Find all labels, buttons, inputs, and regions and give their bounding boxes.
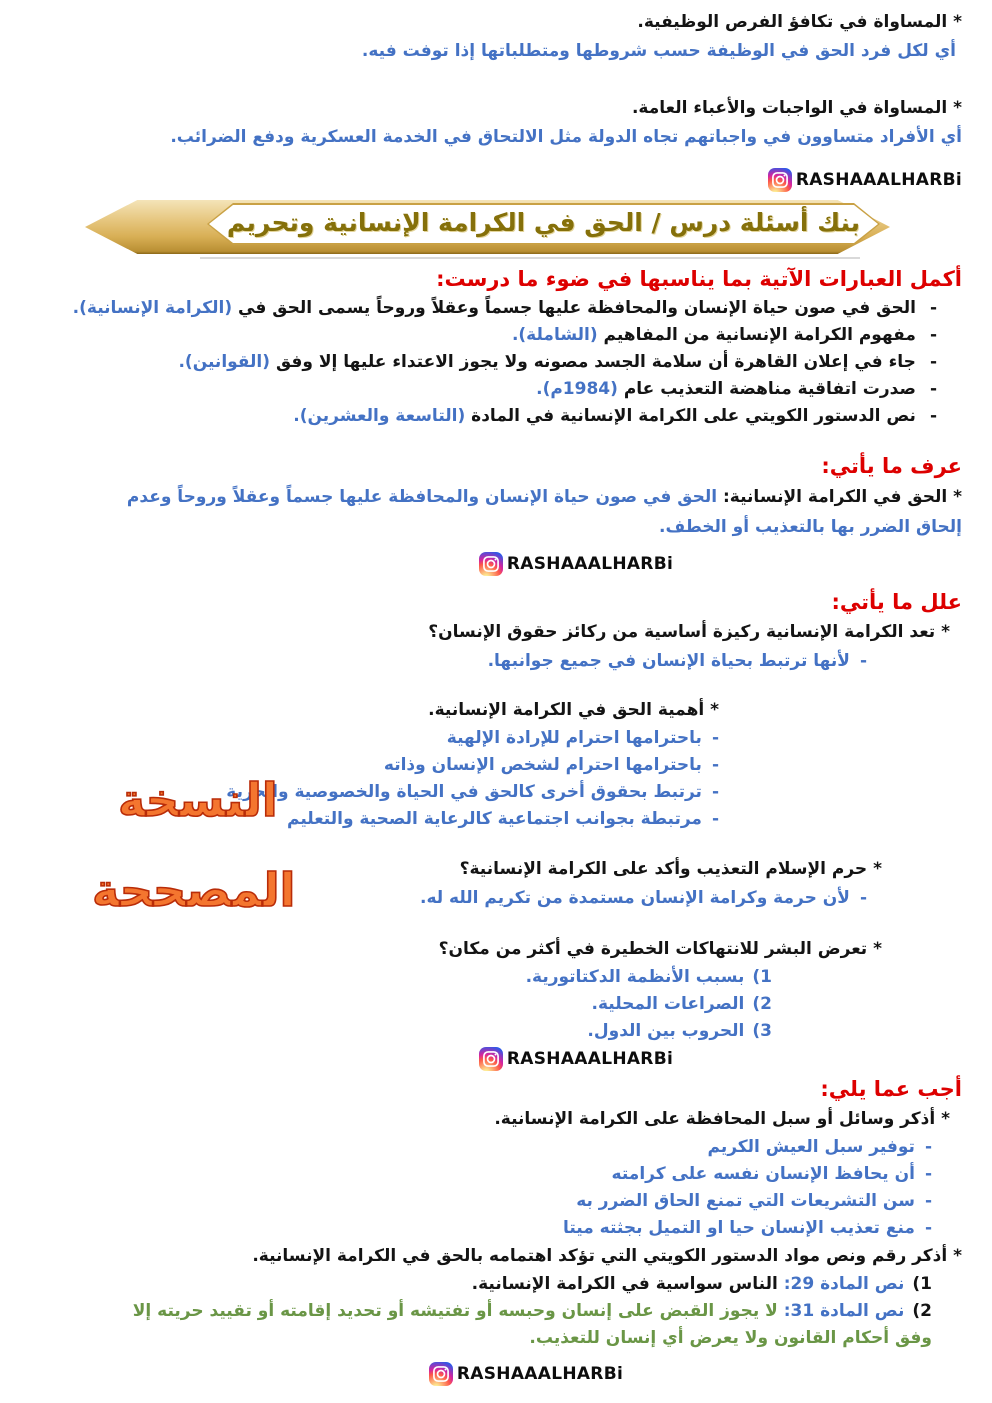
dash: -	[859, 888, 867, 908]
section-heading-define: عرف ما يأتي:	[821, 454, 962, 478]
dash: -	[711, 809, 719, 829]
lesson-banner	[85, 200, 890, 254]
complete-item-answer: (القوانين).	[178, 352, 271, 372]
item-number: 2)	[912, 1301, 932, 1321]
explain-q1: * تعد الكرامة الإنسانية ركيزة أساسية من ركائز حقوق الإنسان؟	[428, 622, 950, 642]
explain-a1	[30, 647, 962, 676]
answer-q1: * أذكر وسائل أو سبل المحافظة على الكرامة الإنسانية.	[494, 1109, 950, 1129]
complete-item-text: الحق في صون حياة الإنسان والمحافظة عليها جسماً وعقلاً وروحاً يسمى الحق في	[238, 298, 916, 318]
dash: -	[859, 651, 867, 671]
watermark-line1: النسخة	[118, 773, 278, 827]
dash: -	[929, 298, 937, 318]
dash: -	[929, 379, 937, 399]
instagram-badge	[30, 166, 962, 194]
intro-eq2-answer: أي الأفراد متساوون في واجباتهم تجاه الدولة مثل الالتحاق في الخدمة العسكرية ودفع الضرائب.	[170, 127, 962, 147]
dash: -	[711, 755, 719, 775]
instagram-icon	[479, 1047, 503, 1071]
dash: -	[711, 782, 719, 802]
answer-a1-text: سن التشريعات التي تمنع الحاق الضرر به	[576, 1191, 915, 1211]
answer-a1-item	[30, 1188, 962, 1215]
intro-eq1-title: * المساواة في تكافؤ الفرص الوظيفية.	[637, 12, 962, 32]
complete-item-text: صدرت اتفاقية مناهضة التعذيب عام	[623, 379, 916, 399]
article-text: لا يجوز القبض على إنسان وحبسه أو تفتيشه أو تحديد إقامته أو تقييد حريته إلا وفق أحكام القانون ولا يعرض أي إنسان للتعذيب.	[132, 1301, 932, 1348]
explain-a4-item	[30, 964, 962, 991]
definition-term: * الحق في الكرامة الإنسانية:	[723, 487, 962, 507]
explain-a1-text: لأنها ترتبط بحياة الإنسان في جميع جوانبها.	[487, 651, 850, 671]
answer-a1-text: أن يحافظ الإنسان نفسه على كرامته	[611, 1164, 915, 1184]
instagram-handle: RASHAAALHARBi	[456, 1363, 624, 1384]
definition-text: الحق في صون حياة الإنسان والمحافظة عليها جسماً وعقلاً وروحاً وعدم إلحاق الضرر بها بالتعذيب أو الخطف.	[126, 487, 962, 537]
dash: -	[924, 1137, 932, 1157]
explain-a4-text: الحروب بين الدول.	[587, 1021, 745, 1041]
intro-eq2-title: * المساواة في الواجبات والأعباء العامة.	[631, 98, 962, 118]
dash: -	[929, 325, 937, 345]
explain-a4-text: الصراعات المحلية.	[591, 994, 745, 1014]
banner-underline	[200, 257, 860, 259]
constitution-article	[30, 1298, 962, 1352]
item-number: 1)	[752, 967, 772, 987]
instagram-icon	[768, 168, 792, 192]
complete-item-text: مفهوم الكرامة الإنسانية من المفاهيم	[603, 325, 916, 345]
section-heading-explain: علل ما يأتي:	[831, 590, 962, 614]
complete-item-answer: (الشاملة).	[511, 325, 598, 345]
explain-a2-item	[30, 725, 962, 752]
complete-item	[30, 295, 962, 322]
instagram-icon	[479, 552, 503, 576]
item-number: 1)	[912, 1274, 932, 1294]
dash: -	[924, 1218, 932, 1238]
instagram-badge	[110, 550, 992, 578]
dash: -	[924, 1164, 932, 1184]
item-number: 2)	[752, 994, 772, 1014]
item-number: 3)	[752, 1021, 772, 1041]
complete-item	[30, 403, 962, 430]
article-label: نص المادة 31:	[783, 1301, 905, 1321]
dash: -	[924, 1191, 932, 1211]
complete-item	[30, 349, 962, 376]
complete-item-answer: (الكرامة الإنسانية).	[72, 298, 233, 318]
section-heading-complete: أكمل العبارات الآتية بما يناسبها في ضوء ما درست:	[436, 267, 962, 291]
explain-a4-item	[30, 1018, 962, 1045]
article-text: الناس سواسية في الكرامة الإنسانية.	[471, 1274, 778, 1294]
answer-q2: * أذكر رقم ونص مواد الدستور الكويتي التي تؤكد اهتمامه بالحق في الكرامة الإنسانية.	[252, 1246, 962, 1266]
instagram-badge	[110, 1045, 992, 1073]
explain-a2-text: مرتبطة بجوانب اجتماعية كالرعاية الصحية والتعليم	[286, 809, 702, 829]
explain-q4: * تعرض البشر للانتهاكات الخطيرة في أكثر من مكان؟	[438, 939, 882, 959]
instagram-handle: RASHAAALHARBi	[795, 169, 962, 190]
answer-a1-text: منع تعذيب الإنسان حيا او التميل بجثته ميتا	[562, 1218, 915, 1238]
complete-item-text: نص الدستور الكويتي على الكرامة الإنسانية في المادة	[471, 406, 916, 426]
explain-a2-text: ترتبط بحقوق أخرى كالحق في الحياة والخصوصية والحرية	[226, 782, 702, 802]
definition-paragraph	[30, 482, 962, 542]
answer-a1-item	[30, 1161, 962, 1188]
banner-title: بنك أسئلة درس / الحق في الكرامة الإنسانية وتحريم	[226, 208, 861, 237]
instagram-icon	[429, 1362, 453, 1386]
explain-a4-item	[30, 991, 962, 1018]
article-label: نص المادة 29:	[783, 1274, 905, 1294]
instagram-handle: RASHAAALHARBi	[506, 1048, 674, 1069]
dash: -	[711, 728, 719, 748]
explain-q2: * أهمية الحق في الكرامة الإنسانية.	[428, 700, 719, 720]
explain-a2-text: باحترامها احترام لشخص الإنسان وذاته	[383, 755, 702, 775]
dash: -	[929, 406, 937, 426]
instagram-handle: RASHAAALHARBi	[506, 553, 674, 574]
explain-a3-text: لأن حرمة وكرامة الإنسان مستمدة من تكريم الله له.	[419, 888, 850, 908]
dash: -	[929, 352, 937, 372]
watermark-line2: المصححة	[92, 863, 296, 917]
complete-item	[30, 322, 962, 349]
section-heading-answer: أجب عما يلي:	[820, 1077, 962, 1101]
constitution-article	[30, 1271, 962, 1298]
explain-a2-text: باحترامها احترام للإرادة الإلهية	[446, 728, 702, 748]
answer-a1-text: توفير سبل العيش الكريم	[707, 1137, 915, 1157]
intro-eq1-answer: أي لكل فرد الحق في الوظيفة حسب شروطها ومتطلباتها إذا توفت فيه.	[361, 41, 956, 61]
answer-a1-item	[30, 1134, 962, 1161]
instagram-badge	[60, 1360, 992, 1388]
explain-q3: * حرم الإسلام التعذيب وأكد على الكرامة الإنسانية؟	[459, 859, 882, 879]
complete-item	[30, 376, 962, 403]
answer-a1-item	[30, 1215, 962, 1242]
complete-item-answer: (التاسعة والعشرين).	[293, 406, 466, 426]
complete-item-text: جاء في إعلان القاهرة أن سلامة الجسد مصونه ولا يجوز الاعتداء عليها إلا وفق	[275, 352, 916, 372]
explain-a4-text: بسبب الأنظمة الدكتاتورية.	[525, 967, 745, 987]
complete-item-answer: (1984م).	[536, 379, 618, 399]
